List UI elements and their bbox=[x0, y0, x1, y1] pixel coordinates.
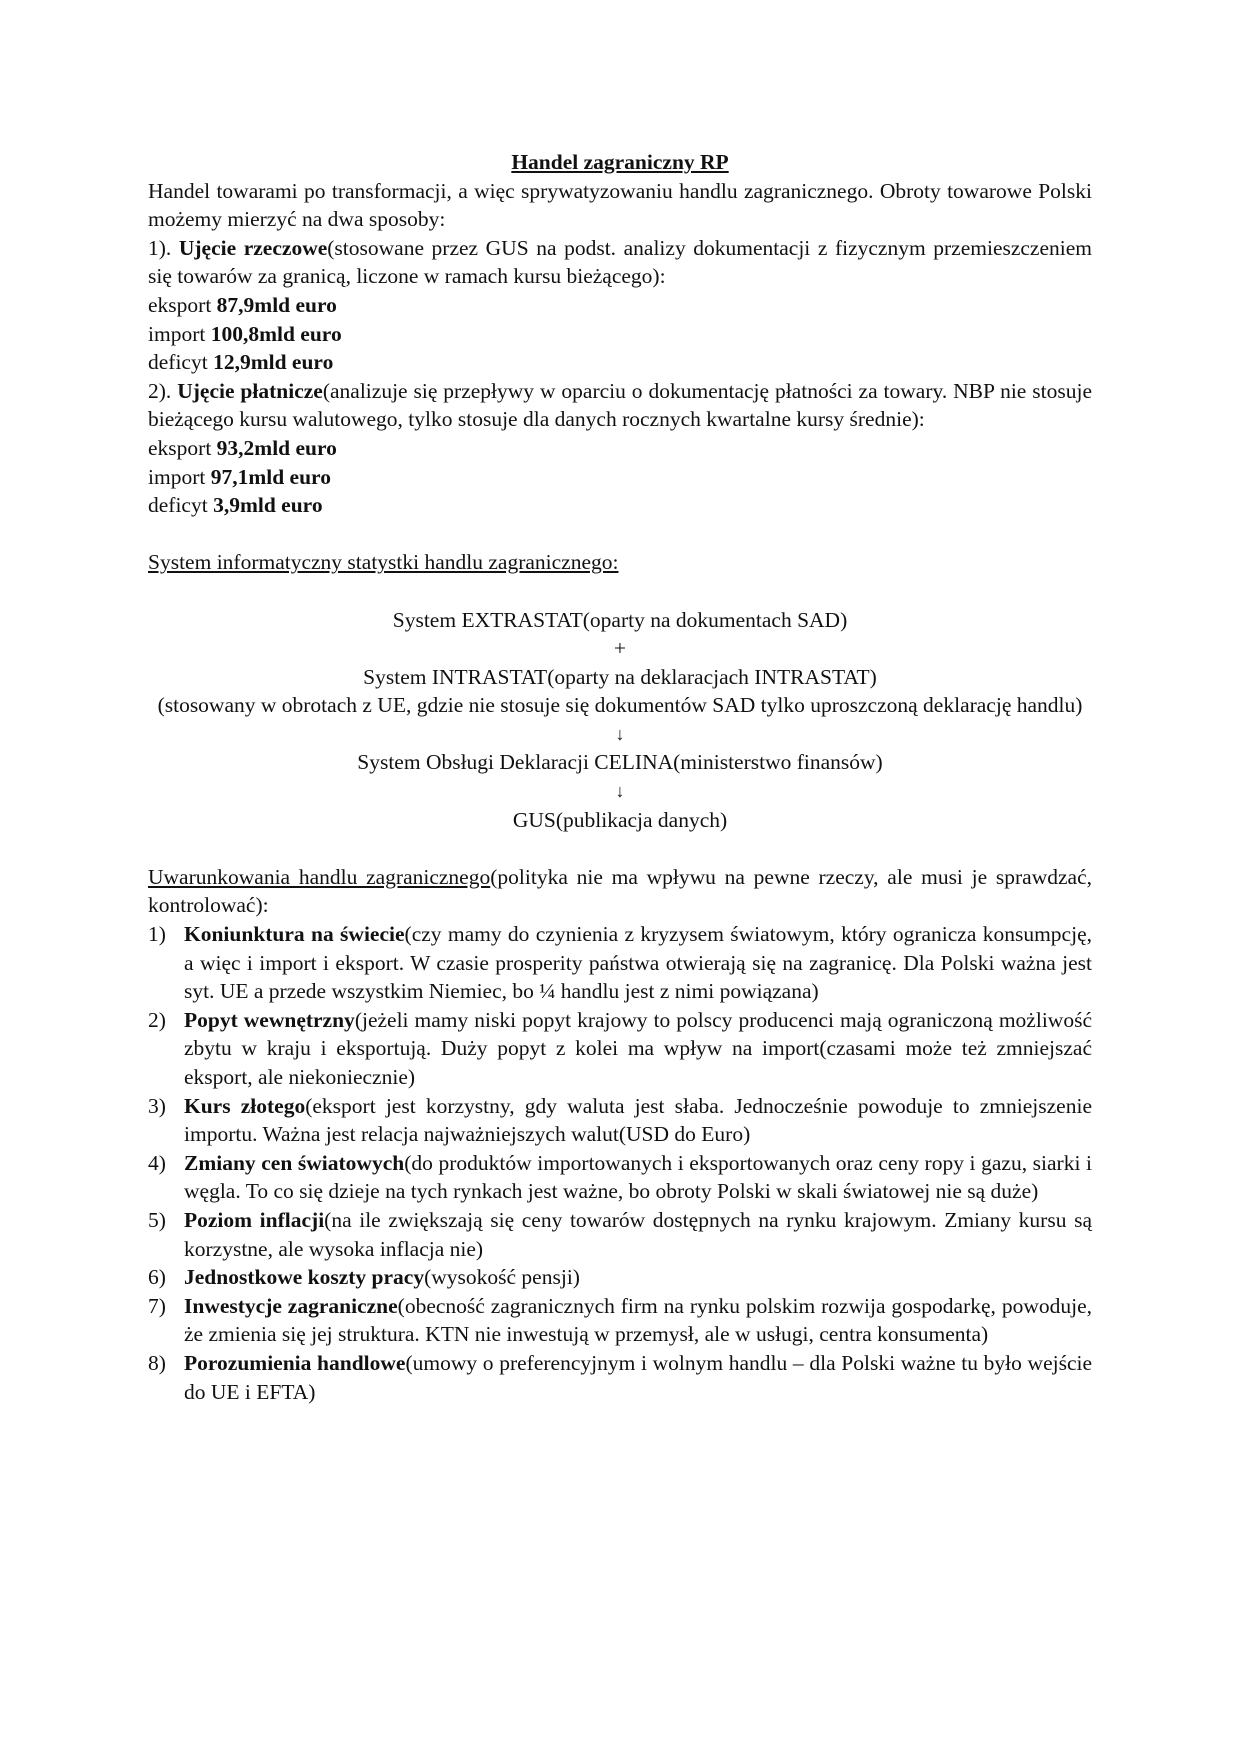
value-amount: 93,2mld euro bbox=[216, 435, 337, 460]
item-number: 7) bbox=[148, 1293, 166, 1318]
list-item bbox=[148, 1206, 1092, 1263]
value-amount: 12,9mld euro bbox=[213, 350, 334, 375]
spacer bbox=[148, 520, 1092, 549]
value-amount: 97,1mld euro bbox=[210, 464, 331, 489]
list-item bbox=[148, 920, 1092, 1006]
spacer bbox=[148, 577, 1092, 606]
value-label: eksport bbox=[148, 292, 212, 317]
item-number: 4) bbox=[148, 1150, 166, 1175]
value-label: eksport bbox=[148, 435, 212, 460]
conditions-section-heading bbox=[148, 863, 1092, 920]
flow-extrastat: System EXTRASTAT(oparty na dokumentach SAD) bbox=[392, 607, 848, 632]
conditions-heading-note: (polityka nie ma wpływu na pewne rzeczy, ale musi je sprawdzać, kontrolować): bbox=[148, 864, 1093, 918]
item-name: Poziom inflacji bbox=[184, 1207, 325, 1232]
flow-intrastat: System INTRASTAT(oparty na deklaracjach INTRASTAT) bbox=[363, 664, 877, 689]
flow-gus: GUS(publikacja danych) bbox=[512, 807, 728, 832]
item-number: 1) bbox=[148, 922, 166, 947]
item-name: Inwestycje zagraniczne bbox=[184, 1293, 398, 1318]
system-section-heading: System informatyczny statystki handlu zagranicznego: bbox=[148, 550, 619, 575]
item-number: 6) bbox=[148, 1265, 166, 1290]
item-text: (wysokość pensji) bbox=[424, 1265, 580, 1290]
item-name: Kurs złotego bbox=[184, 1093, 306, 1118]
list-item bbox=[148, 1092, 1092, 1149]
item-name: Zmiany cen światowych bbox=[184, 1150, 405, 1175]
item-text: (na ile zwiększają się ceny towarów dostępnych na rynku krajowym. Zmiany kursu są korzystne, ale wysoka inflacja nie) bbox=[184, 1207, 1092, 1261]
method-rzeczowe bbox=[148, 234, 1092, 291]
list-item bbox=[148, 1263, 1092, 1292]
conditions-list bbox=[148, 920, 1092, 1406]
value-label: import bbox=[148, 321, 206, 346]
method-number: 2). bbox=[148, 378, 172, 403]
flow-plus: + bbox=[613, 636, 627, 661]
value-amount: 3,9mld euro bbox=[213, 493, 323, 518]
system-flow-diagram bbox=[148, 606, 1092, 835]
method-name: Ujęcie płatnicze bbox=[177, 378, 323, 403]
value-row-import bbox=[148, 320, 1092, 349]
value-row-eksport bbox=[148, 291, 1092, 320]
item-number: 8) bbox=[148, 1350, 166, 1375]
item-text: (obecność zagranicznych firm na rynku polskim rozwija gospodarkę, powoduje, że zmienia się jej struktura. KTN nie inwestują w przemysł, ale w usługi, centra konsumenta) bbox=[184, 1293, 1092, 1347]
value-row-deficyt bbox=[148, 491, 1092, 520]
value-row-eksport bbox=[148, 434, 1092, 463]
list-item bbox=[148, 1292, 1092, 1349]
item-text: (umowy o preferencyjnym i wolnym handlu – dla Polski ważne tu było wejście do UE i EFTA) bbox=[184, 1350, 1093, 1404]
item-text: (czy mamy do czynienia z kryzysem światowym, który ogranicza konsumpcję, a więc i import i eksport. W czasie prosperity państwa otwierają się na zagranicę. Dla Polski ważna jest syt. UE a przede wszystkim Niemiec, bo ¼ handlu jest z nimi powiązana) bbox=[184, 922, 1092, 1004]
value-row-import bbox=[148, 463, 1092, 492]
item-number: 2) bbox=[148, 1007, 166, 1032]
item-text: (jeżeli mamy niski popyt krajowy to polscy producenci mają ograniczoną możliwość zbytu w kraju i eksportują. Duży popyt z kolei ma wpływ na import(czasami może też zmniejszać eksport, ale niekoniecznie) bbox=[184, 1007, 1092, 1089]
method-number: 1). bbox=[148, 235, 172, 260]
arrow-down-icon: ↓ bbox=[615, 723, 625, 744]
intro-paragraph: Handel towarami po transformacji, a więc sprywatyzowaniu handlu zagranicznego. Obroty towarowe Polski możemy mierzyć na dwa sposoby: bbox=[148, 178, 1092, 232]
document-title: Handel zagraniczny RP bbox=[511, 150, 729, 174]
item-number: 3) bbox=[148, 1093, 166, 1118]
item-name: Jednostkowe koszty pracy bbox=[184, 1265, 425, 1290]
method-description: (stosowane przez GUS na podst. analizy dokumentacji z fizycznym przemieszczeniem się towarów za granicą, liczone w ramach kursu bieżącego): bbox=[148, 235, 1093, 289]
list-item bbox=[148, 1149, 1092, 1206]
method-platnicze bbox=[148, 377, 1092, 434]
list-item bbox=[148, 1006, 1092, 1092]
item-text: (do produktów importowanych i eksportowanych oraz ceny ropy i gazu, siarki i węgla. To co się dzieje na tych rynkach jest ważne, bo obroty Polski w skali światowej nie są duże) bbox=[184, 1150, 1093, 1204]
value-amount: 100,8mld euro bbox=[210, 321, 342, 346]
item-number: 5) bbox=[148, 1207, 166, 1232]
method-description: (analizuje się przepływy w oparciu o dokumentację płatności za towary. NBP nie stosuje bieżącego kursu walutowego, tylko stosuje dla danych rocznych kwartalne kursy średnie): bbox=[148, 378, 1092, 432]
method-name: Ujęcie rzeczowe bbox=[178, 235, 328, 260]
flow-celina: System Obsługi Deklaracji CELINA(ministerstwo finansów) bbox=[357, 750, 883, 775]
list-item bbox=[148, 1349, 1092, 1406]
item-name: Koniunktura na świecie bbox=[184, 922, 405, 947]
conditions-heading-title: Uwarunkowania handlu zagranicznego bbox=[148, 864, 491, 889]
item-name: Popyt wewnętrzny bbox=[184, 1007, 355, 1032]
value-amount: 87,9mld euro bbox=[216, 292, 337, 317]
arrow-down-icon: ↓ bbox=[615, 781, 625, 802]
value-label: import bbox=[148, 464, 206, 489]
item-text: (eksport jest korzystny, gdy waluta jest słaba. Jednocześnie powoduje to zmniejszenie importu. Ważna jest relacja najważniejszych walut(USD do Euro) bbox=[184, 1093, 1092, 1147]
value-row-deficyt bbox=[148, 348, 1092, 377]
spacer bbox=[148, 834, 1092, 863]
flow-intrastat-note: (stosowany w obrotach z UE, gdzie nie stosuje się dokumentów SAD tylko uproszczoną deklarację handlu) bbox=[157, 693, 1083, 718]
item-name: Porozumienia handlowe bbox=[184, 1350, 406, 1375]
document-page bbox=[148, 148, 1092, 1406]
value-label: deficyt bbox=[148, 493, 208, 518]
value-label: deficyt bbox=[148, 350, 208, 375]
